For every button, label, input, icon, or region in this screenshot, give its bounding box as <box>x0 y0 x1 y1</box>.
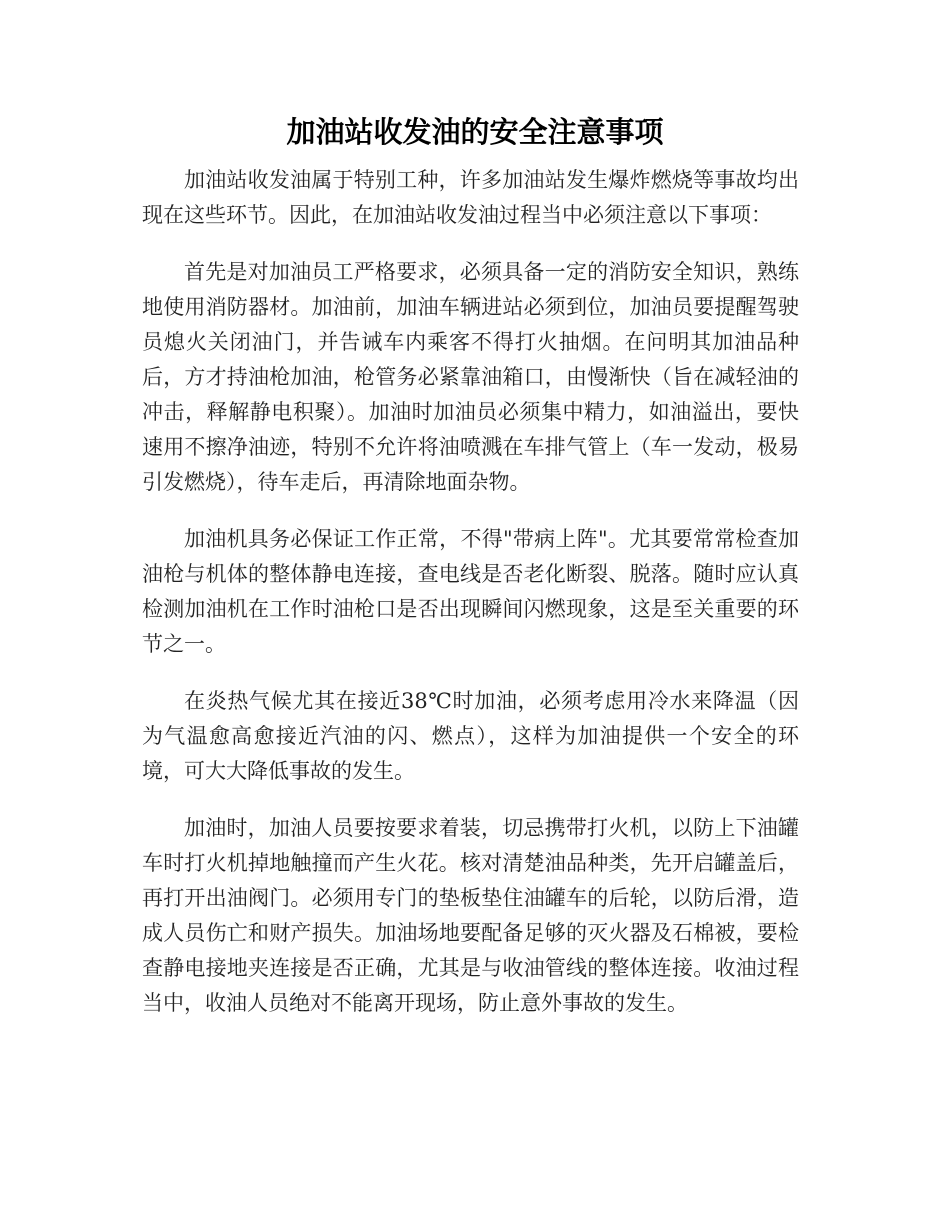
paragraph-receiving-oil: 加油时，加油人员要按要求着装，切忌携带打火机，以防上下油罐车时打火机掉地触撞而产生火花。核对清楚油品种类，先开启罐盖后，再打开出油阀门。必须用专门的垫板垫住油罐车的后轮，以防后滑，造成人员伤亡和财产损失。加油场地要配备足够的灭火器及石棉被，要检查静电接地夹连接是否正确，尤其是与收油管线的整体连接。收油过程当中，收油人员绝对不能离开现场，防止意外事故的发生。 <box>142 816 799 1015</box>
paragraph-hot-weather: 在炎热气候尤其在接近38℃时加油，必须考虑用冷水来降温（因为气温愈高愈接近汽油的闪、燃点），这样为加油提供一个安全的环境，可大大降低事故的发生。 <box>142 689 799 783</box>
document-body <box>142 163 799 1043</box>
paragraph-equipment-check: 加油机具务必保证工作正常，不得"带病上阵"。尤其要常常检查加油枪与机体的整体静电连接，查电线是否老化断裂、脱落。随时应认真检测加油机在工作时油枪口是否出现瞬间闪燃现象，这是至关重要的环节之一。 <box>142 527 799 656</box>
document-title: 加油站收发油的安全注意事项 <box>286 115 664 149</box>
paragraph-intro: 加油站收发油属于特别工种，许多加油站发生爆炸燃烧等事故均出现在这些环节。因此，在加油站收发油过程当中必须注意以下事项： <box>142 168 799 227</box>
paragraph-staff-requirements: 首先是对加油员工严格要求，必须具备一定的消防安全知识，熟练地使用消防器材。加油前，加油车辆进站必须到位，加油员要提醒驾驶员熄火关闭油门，并告诫车内乘客不得打火抽烟。在问明其加油品种后，方才持油枪加油，枪管务必紧靠油箱口，由慢渐快（旨在减轻油的冲击，释解静电积聚）。加油时加油员必须集中精力，如油溢出，要快速用不擦净油迹，特别不允许将油喷溅在车排气管上（车一发动，极易引发燃烧），待车走后，再清除地面杂物。 <box>142 260 799 494</box>
